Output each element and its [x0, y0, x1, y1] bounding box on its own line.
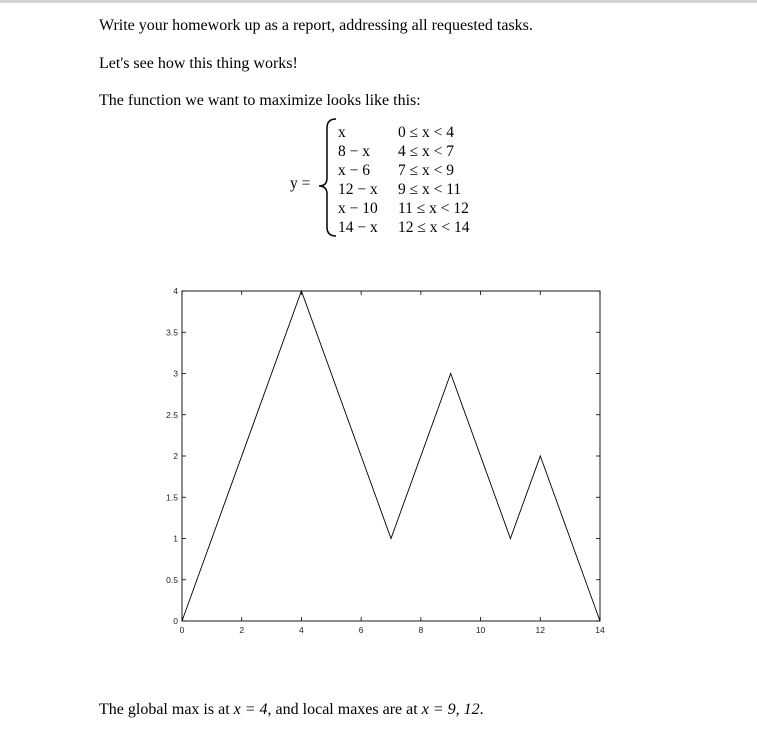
y-tick-label: 0: [173, 616, 178, 626]
x-tick-label: 6: [358, 625, 364, 635]
x-tick-label: 12: [535, 625, 546, 635]
x-tick-label: 4: [299, 625, 304, 635]
case-expression: x − 10: [338, 200, 378, 217]
conclusion-paragraph: [99, 701, 484, 719]
conclusion-text-b: , and local maxes are at: [267, 701, 418, 718]
plot-ticks: [182, 291, 600, 621]
conclusion-equation-b: x = 9, 12: [421, 701, 480, 718]
case-condition: 0 ≤ x < 4: [398, 124, 454, 141]
y-tick-label: 3.5: [166, 327, 178, 338]
y-tick-label: 2: [173, 451, 178, 461]
case-expression: 14 − x: [338, 219, 378, 236]
y-tick-label: 1.5: [166, 492, 178, 503]
intro-paragraph-1: Write your homework up as a report, addressing all requested tasks.: [99, 17, 533, 34]
y-tick-label: 4: [173, 286, 178, 296]
y-tick-label: 3: [173, 368, 178, 379]
case-expression: x: [338, 124, 346, 141]
equation-lhs: y =: [290, 175, 311, 192]
tick-labels: [166, 286, 605, 635]
case-condition: 9 ≤ x < 11: [398, 181, 462, 198]
x-tick-label: 10: [475, 625, 486, 635]
conclusion-equation-a: x = 4: [233, 701, 268, 718]
y-tick-label: 2.5: [166, 409, 178, 420]
case-expression: x − 6: [338, 162, 370, 179]
function-line: [182, 291, 600, 621]
case-condition: 7 ≤ x < 9: [398, 162, 454, 179]
intro-paragraph-2: Let's see how this thing works!: [99, 55, 298, 72]
x-tick-label: 8: [418, 625, 424, 635]
case-condition: 4 ≤ x < 7: [398, 143, 454, 160]
function-plot: [0, 270, 757, 650]
conclusion-text-c: .: [479, 701, 484, 718]
left-brace: [319, 119, 336, 236]
x-tick-label: 14: [595, 625, 605, 635]
case-condition: 12 ≤ x < 14: [398, 219, 470, 236]
y-tick-label: 1: [173, 533, 178, 544]
x-tick-label: 2: [239, 625, 245, 635]
y-tick-label: 0.5: [166, 574, 178, 585]
equation-cases: [338, 124, 470, 236]
intro-paragraph-3: The function we want to maximize looks like this:: [99, 92, 421, 109]
case-condition: 11 ≤ x < 12: [398, 200, 469, 217]
case-expression: 8 − x: [338, 143, 370, 160]
plot-frame: [182, 291, 600, 621]
conclusion-text-a: The global max is at: [99, 701, 230, 718]
vertex-points: [182, 291, 600, 621]
x-tick-label: 0: [179, 625, 185, 635]
case-expression: 12 − x: [338, 181, 378, 198]
piecewise-equation: [0, 0, 757, 260]
